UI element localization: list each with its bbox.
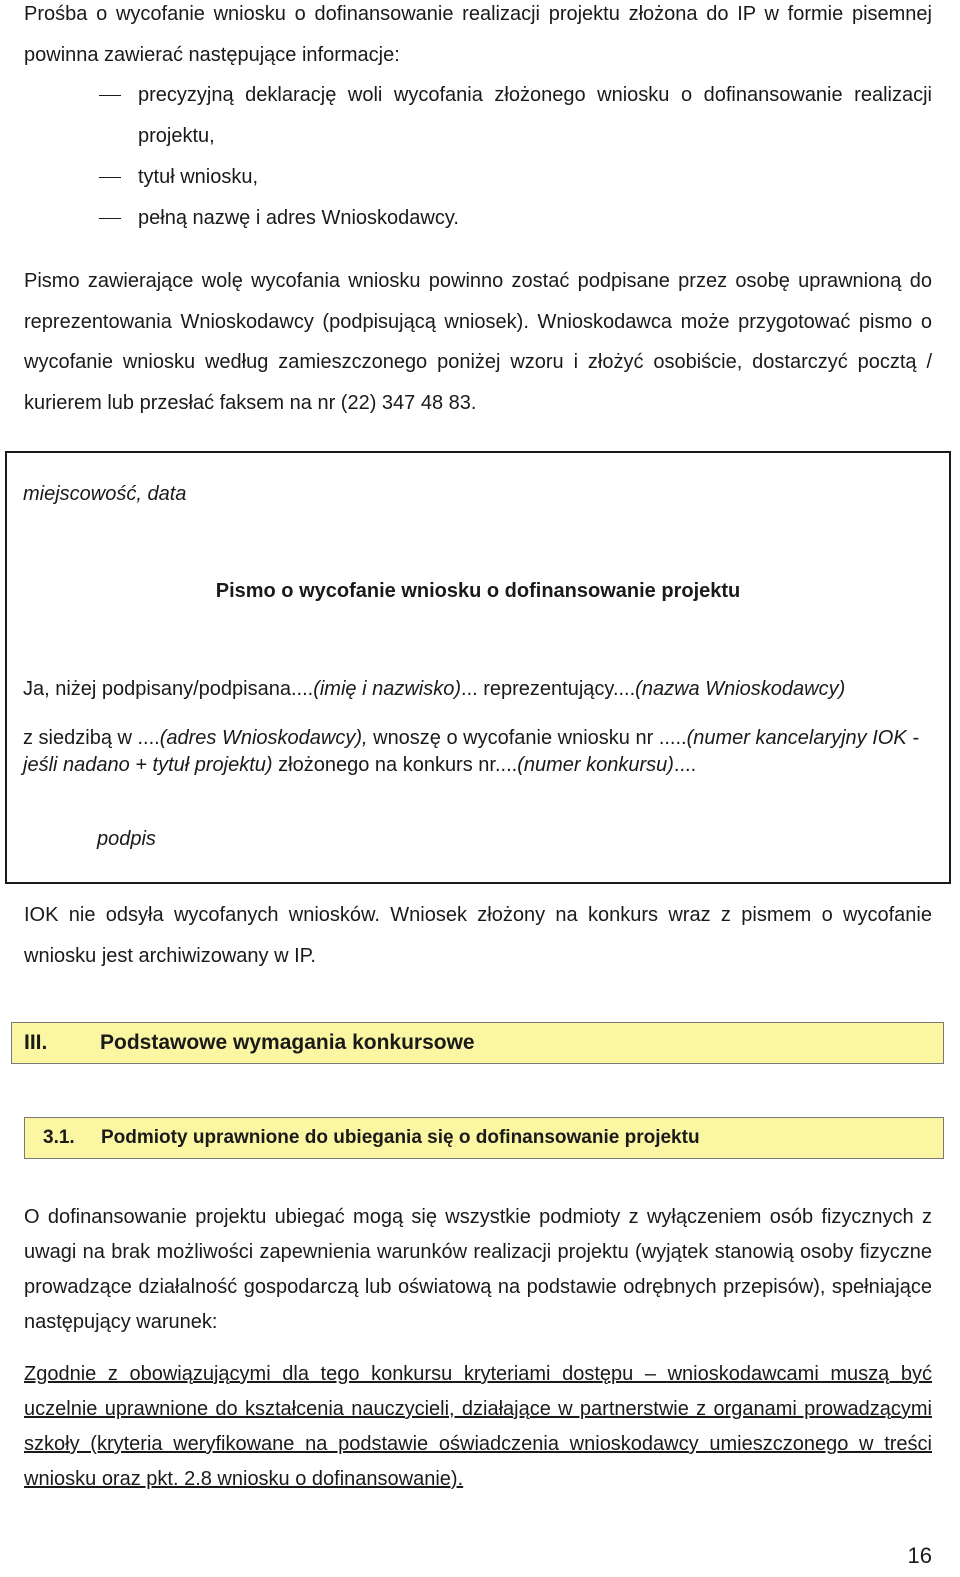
bullet-dash [99, 177, 121, 178]
letter-line-2: z siedzibą w ....(adres Wnioskodawcy), wnoszę o wycofanie wniosku nr .....(numer kancelaryjny IOK - jeśli nadano + tytuł projektu) złożonego na konkurs nr....(numer konkursu).... [23, 727, 919, 776]
section-heading-box [11, 1022, 944, 1064]
access-criteria-paragraph: Zgodnie z obowiązującymi dla tego konkursu kryteriami dostępu – wnioskodawcami muszą być uczelnie uprawnione do kształcenia nauczycieli, działające w partnerstwie z organami prowadzącymi szkoły (kryteria weryfikowane na podstawie oświadczenia wnioskodawcy umieszczonego w treści wniosku oraz pkt. 2.8 wniosku o dofinansowanie). [24, 1363, 932, 1490]
letter-template-box [5, 451, 951, 884]
intro-paragraph: Prośba o wycofanie wniosku o dofinansowanie realizacji projektu złożona do IP w formie pisemnej powinna zawierać następujące informacje: [24, 3, 932, 66]
archive-paragraph: IOK nie odsyła wycofanych wniosków. Wniosek złożony na konkurs wraz z pismem o wycofanie wniosku jest archiwizowany w IP. [24, 904, 932, 967]
bullet-item: tytuł wniosku, [138, 166, 259, 188]
page-number: 16 [907, 1543, 932, 1568]
bullet-item: precyzyjną deklarację woli wycofania złożonego wniosku o dofinansowanie realizacji projektu, [138, 84, 932, 147]
bullet-dash [99, 95, 121, 96]
bullet-item: pełną nazwę i adres Wnioskodawcy. [138, 207, 459, 229]
subsection-number: 3.1. [43, 1127, 75, 1148]
withdrawal-paragraph: Pismo zawierające wolę wycofania wniosku powinno zostać podpisane przez osobę uprawnioną do reprezentowania Wnioskodawcy (podpisującą wniosek). Wnioskodawca może przygotować pismo o wycofanie wniosku według zamieszczonego poniżej wzoru i złożyć osobiście, dostarczyć pocztą / kurierem lub przesłać faksem na nr (22) 347 48 83. [24, 270, 932, 414]
subsection-title: Podmioty uprawnione do ubiegania się o dofinansowanie projektu [101, 1127, 700, 1148]
signature-label: podpis [97, 828, 156, 850]
section-number: III. [24, 1031, 48, 1054]
letter-title: Pismo o wycofanie wniosku o dofinansowanie projektu [215, 580, 741, 602]
letter-line-1: Ja, niżej podpisany/podpisana....(imię i nazwisko)... reprezentujący....(nazwa Wnioskodawcy) [23, 678, 846, 700]
section-title: Podstawowe wymagania konkursowe [100, 1031, 475, 1054]
place-date-label: miejscowość, data [23, 483, 187, 505]
eligibility-paragraph: O dofinansowanie projektu ubiegać mogą się wszystkie podmioty z wyłączeniem osób fizycznych z uwagi na brak możliwości zapewnienia warunków realizacji projektu (wyjątek stanowią osoby fizyczne prowadzące działalność gospodarczą lub oświatową na podstawie odrębnych przepisów), spełniające następujący warunek: [24, 1206, 932, 1333]
subsection-heading-box [24, 1117, 944, 1159]
bullet-dash [99, 218, 121, 219]
